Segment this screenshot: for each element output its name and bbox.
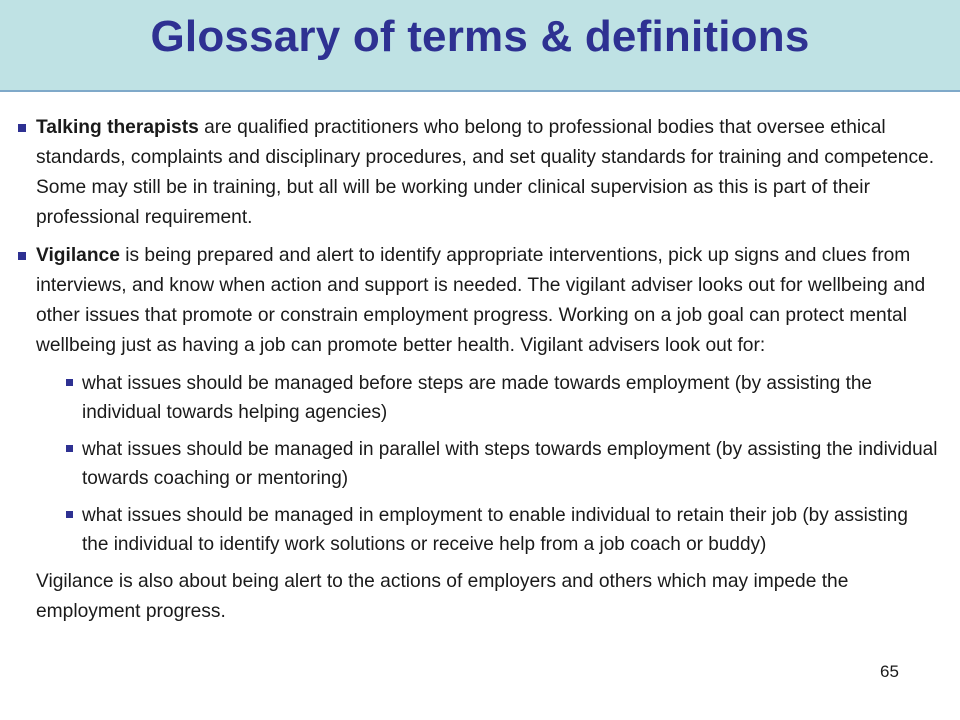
square-bullet-icon [18, 252, 26, 260]
term-label: Vigilance [36, 245, 120, 266]
glossary-item-talking-therapists [18, 113, 938, 233]
sub-item-text: what issues should be managed before steps are made towards employment (by assisting the individual towards helping agencies) [82, 373, 872, 423]
page-number: 65 [880, 662, 899, 681]
title-banner [0, 0, 960, 92]
term-definition: is being prepared and alert to identify appropriate interventions, pick up signs and clues from interviews, and know when action and support is needed. The vigilant adviser looks out for wellbeing and other issues that promote or constrain employment progress. Working on a job goal can protect mental wellbeing just as having a job can promote better health. Vigilant advisers look out for: [36, 245, 926, 356]
sub-list-item [82, 501, 938, 559]
term-definition: are qualified practitioners who belong to professional bodies that oversee ethical standards, complaints and disciplinary procedures, and set quality standards for training and competence. Some may still be in training, but all will be working under clinical supervision as this is part of their professional requirement. [36, 117, 935, 228]
square-bullet-icon [66, 445, 73, 452]
glossary-content [18, 113, 938, 627]
sub-list-item [82, 369, 938, 427]
slide-title: Glossary of terms & definitions [150, 12, 810, 61]
square-bullet-icon [66, 379, 73, 386]
sub-list-item [82, 435, 938, 493]
sub-item-text: what issues should be managed in employment to enable individual to retain their job (by assisting the individual to identify work solutions or receive help from a job coach or buddy) [82, 505, 908, 555]
square-bullet-icon [18, 124, 26, 132]
glossary-item-vigilance [18, 241, 938, 361]
closing-paragraph: Vigilance is also about being alert to the actions of employers and others which may impede the employment progress. [36, 571, 849, 622]
square-bullet-icon [66, 511, 73, 518]
sub-item-text: what issues should be managed in parallel with steps towards employment (by assisting the individual towards coaching or mentoring) [82, 439, 938, 489]
term-label: Talking therapists [36, 117, 199, 138]
